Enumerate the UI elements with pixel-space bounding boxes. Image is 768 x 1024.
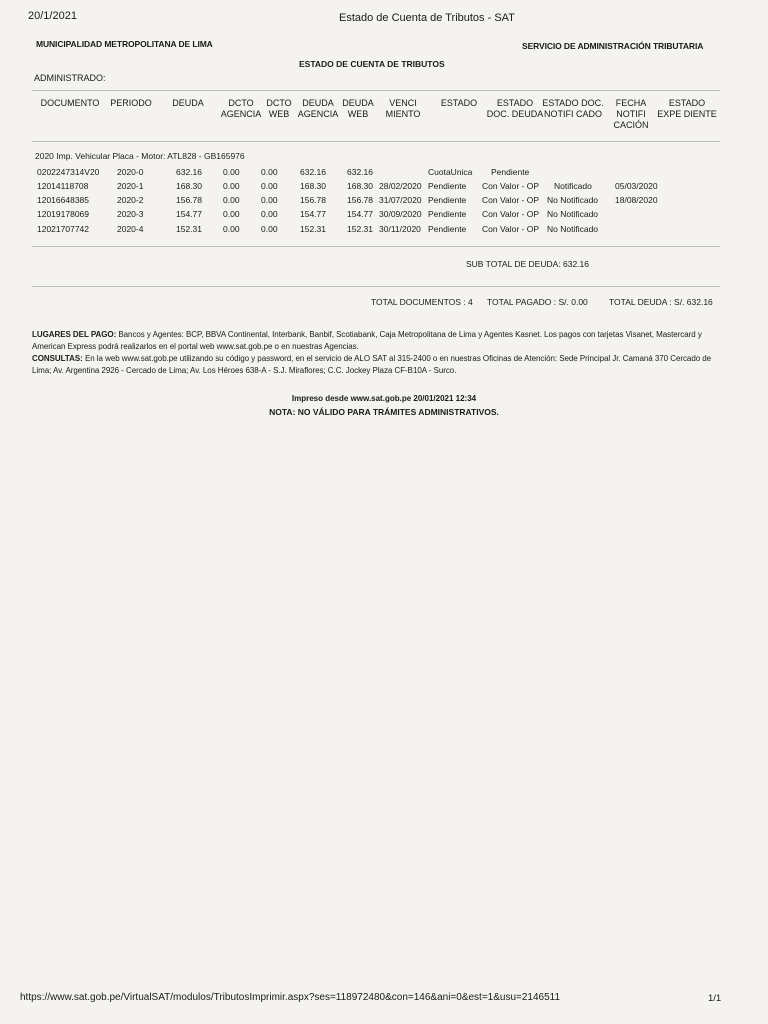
table-top-rule bbox=[32, 90, 720, 91]
cell-dcto-agencia: 0.00 bbox=[223, 195, 240, 205]
cell-dcto-web: 0.00 bbox=[261, 167, 278, 177]
consultas bbox=[32, 353, 722, 376]
consultas-label: CONSULTAS: bbox=[32, 354, 83, 363]
administrado-label: ADMINISTRADO: bbox=[34, 73, 106, 83]
municipality-name: MUNICIPALIDAD METROPOLITANA DE LIMA bbox=[36, 39, 213, 49]
cell-deuda-web: 152.31 bbox=[347, 224, 373, 234]
col-dcto-web: DCTO WEB bbox=[266, 98, 292, 119]
cell-estado-doc-notificado: No Notificado bbox=[547, 209, 599, 219]
cell-deuda: 632.16 bbox=[176, 167, 202, 177]
cell-dcto-web: 0.00 bbox=[261, 195, 278, 205]
document-title: ESTADO DE CUENTA DE TRIBUTOS bbox=[299, 59, 445, 69]
col-deuda-agencia: DEUDA AGENCIA bbox=[297, 98, 339, 119]
col-vencimiento: VENCI MIENTO bbox=[385, 98, 421, 119]
cell-deuda: 152.31 bbox=[176, 224, 202, 234]
consultas-text: En la web www.sat.gob.pe utilizando su código y password, en el servicio de ALO SAT al 315-2400 o en nuestras Oficinas de Atención: Sede Principal Jr. Camaná 370 Cercado de Lima; Av. Argentina 2926 - Cercado de Lima; Av. Los Héroes 638-A - S.J. Miraflores; C.C. Jockey Plaza CF-B10A - Surco. bbox=[32, 354, 712, 375]
cell-dcto-agencia: 0.00 bbox=[223, 224, 240, 234]
col-periodo: PERIODO bbox=[110, 98, 152, 108]
lugares-text: Bancos y Agentes: BCP, BBVA Continental, Interbank, Banbif, Scotiabank, Caja Metropolitana de Lima y Agentes Kasnet. Los pagos con tarjetas Visanet, Mastercard y American Express podrá realizarlos en el portal web www.sat.gob.pe o en nuestras Agencias. bbox=[32, 330, 702, 351]
cell-documento: 12016648385 bbox=[37, 195, 90, 205]
cell-deuda-web: 168.30 bbox=[347, 181, 373, 191]
cell-vencimiento: 31/07/2020 bbox=[379, 195, 422, 205]
cell-dcto-agencia: 0.00 bbox=[223, 181, 240, 191]
total-deuda: TOTAL DEUDA : S/. 632.16 bbox=[609, 297, 713, 307]
cell-deuda-agencia: 168.30 bbox=[300, 181, 326, 191]
cell-dcto-agencia: 0.00 bbox=[223, 209, 240, 219]
sat-name: SERVICIO DE ADMINISTRACIÓN TRIBUTARIA bbox=[522, 41, 704, 51]
subtotal-deuda: SUB TOTAL DE DEUDA: 632.16 bbox=[466, 259, 589, 269]
cell-dcto-agencia: 0.00 bbox=[223, 167, 240, 177]
validity-note: NOTA: NO VÁLIDO PARA TRÁMITES ADMINISTRATIVOS. bbox=[269, 407, 499, 417]
print-page-title: Estado de Cuenta de Tributos - SAT bbox=[339, 12, 515, 24]
print-url: https://www.sat.gob.pe/VirtualSAT/modulos/TributosImprimir.aspx?ses=118972480&con=146&ani=0&est=1&usu=2146511 bbox=[20, 992, 561, 1003]
cell-deuda-agencia: 152.31 bbox=[300, 224, 326, 234]
cell-deuda-web: 156.78 bbox=[347, 195, 373, 205]
cell-documento: 12014118708 bbox=[37, 181, 89, 191]
cell-estado: Pendiente bbox=[428, 195, 467, 205]
tax-group-title: 2020 Imp. Vehicular Placa - Motor: ATL828 - GB165976 bbox=[35, 151, 245, 161]
cell-periodo: 2020-1 bbox=[117, 181, 144, 191]
cell-estado-doc-deuda: Con Valor - OP bbox=[482, 224, 540, 234]
cell-deuda: 156.78 bbox=[176, 195, 202, 205]
cell-fecha-notificacion: 05/03/2020 bbox=[615, 181, 658, 191]
cell-estado-doc-deuda: Con Valor - OP bbox=[482, 181, 540, 191]
cell-estado-doc-notificado: No Notificado bbox=[547, 224, 599, 234]
cell-periodo: 2020-3 bbox=[117, 209, 144, 219]
cell-estado: CuotaUnica bbox=[428, 167, 473, 177]
cell-estado: Pendiente bbox=[428, 181, 467, 191]
cell-dcto-web: 0.00 bbox=[261, 209, 278, 219]
col-documento: DOCUMENTO bbox=[40, 98, 100, 108]
col-dcto-agencia: DCTO AGENCIA bbox=[220, 98, 262, 119]
cell-deuda-agencia: 154.77 bbox=[300, 209, 326, 219]
cell-deuda: 168.30 bbox=[176, 181, 202, 191]
cell-estado-doc-deuda: Con Valor - OP bbox=[482, 209, 540, 219]
lugares-label: LUGARES DEL PAGO: bbox=[32, 330, 117, 339]
col-fecha-notificacion: FECHA NOTIFI CACIÓN bbox=[613, 98, 649, 130]
cell-deuda-web: 632.16 bbox=[347, 167, 373, 177]
cell-periodo: 2020-0 bbox=[117, 167, 144, 177]
cell-periodo: 2020-2 bbox=[117, 195, 144, 205]
totals-rule bbox=[32, 286, 720, 287]
table-bottom-rule bbox=[32, 246, 720, 247]
cell-estado: Pendiente bbox=[428, 224, 467, 234]
col-deuda-web: DEUDA WEB bbox=[342, 98, 374, 119]
col-estado-doc-deuda: ESTADO DOC. DEUDA bbox=[486, 98, 544, 119]
cell-deuda: 154.77 bbox=[176, 209, 202, 219]
cell-deuda-web: 154.77 bbox=[347, 209, 373, 219]
cell-vencimiento: 28/02/2020 bbox=[379, 181, 422, 191]
table-header-rule bbox=[32, 141, 720, 142]
printed-from: Impreso desde www.sat.gob.pe 20/01/2021 12:34 bbox=[291, 394, 477, 403]
cell-dcto-web: 0.00 bbox=[261, 224, 278, 234]
cell-documento: 12021707742 bbox=[37, 224, 90, 234]
print-page-number: 1/1 bbox=[708, 993, 722, 1004]
cell-vencimiento: 30/11/2020 bbox=[379, 224, 421, 234]
cell-fecha-notificacion: 18/08/2020 bbox=[615, 195, 658, 205]
total-pagado: TOTAL PAGADO : S/. 0.00 bbox=[487, 297, 588, 307]
cell-estado-doc-notificado: No Notificado bbox=[547, 195, 599, 205]
cell-dcto-web: 0.00 bbox=[261, 181, 278, 191]
cell-estado-doc-deuda: Pendiente bbox=[491, 167, 530, 177]
cell-estado: Pendiente bbox=[428, 209, 467, 219]
col-estado-doc-notificado: ESTADO DOC. NOTIFI CADO bbox=[542, 98, 604, 119]
total-documentos: TOTAL DOCUMENTOS : 4 bbox=[371, 297, 473, 307]
cell-deuda-agencia: 632.16 bbox=[300, 167, 326, 177]
cell-documento: 0202247314V20 bbox=[37, 167, 100, 177]
cell-estado-doc-notificado: Notificado bbox=[554, 181, 592, 191]
cell-deuda-agencia: 156.78 bbox=[300, 195, 326, 205]
col-estado: ESTADO bbox=[440, 98, 478, 108]
cell-periodo: 2020-4 bbox=[117, 224, 144, 234]
cell-documento: 12019178069 bbox=[37, 209, 90, 219]
cell-estado-doc-deuda: Con Valor - OP bbox=[482, 195, 540, 205]
print-date: 20/1/2021 bbox=[28, 10, 77, 22]
cell-vencimiento: 30/09/2020 bbox=[379, 209, 422, 219]
col-deuda: DEUDA bbox=[172, 98, 204, 108]
col-estado-expediente: ESTADO EXPE DIENTE bbox=[657, 98, 717, 119]
lugares-de-pago bbox=[32, 329, 722, 352]
